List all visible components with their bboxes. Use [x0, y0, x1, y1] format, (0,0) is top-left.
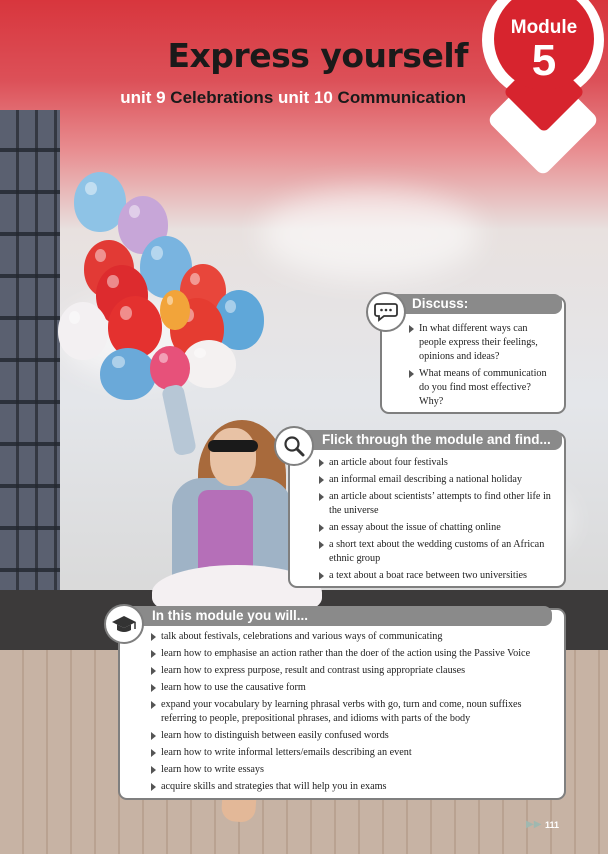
magnifier-icon — [274, 426, 314, 466]
girl-arm — [161, 383, 197, 456]
module-number: 5 — [531, 36, 557, 85]
module-heading: In this module you will... — [126, 606, 552, 626]
list-item: an essay about the issue of chatting online — [318, 521, 556, 535]
list-item: In what different ways can people express their feelings, opinions and ideas? — [408, 322, 556, 364]
page-title: Express yourself — [167, 36, 468, 75]
flick-heading: Flick through the module and find... — [296, 430, 562, 450]
list-item: learn how to distinguish between easily confused words — [150, 729, 554, 743]
list-item: learn how to write essays — [150, 763, 554, 777]
balloon — [58, 302, 108, 360]
list-item: acquire skills and strategies that will help you in exams — [150, 780, 554, 794]
unit-9-label: unit 9 — [120, 88, 166, 107]
list-item: learn how to express purpose, result and contrast using appropriate clauses — [150, 664, 554, 678]
list-item: What means of communication do you find most effective? Why? — [408, 367, 556, 409]
balloon — [100, 348, 156, 400]
list-item: a text about a boat race between two universities — [318, 569, 556, 583]
unit-10-label: unit 10 — [278, 88, 333, 107]
list-item: an article about scientists’ attempts to find other life in the universe — [318, 490, 556, 518]
list-item: an article about four festivals — [318, 456, 556, 470]
list-item: learn how to write informal letters/emails describing an event — [150, 746, 554, 760]
page-arrow-icon: ▶▶ — [526, 819, 542, 830]
girl-face — [210, 428, 256, 486]
sunglasses — [208, 440, 258, 452]
page-number: 111 — [545, 820, 560, 830]
list-item: expand your vocabulary by learning phrasal verbs with go, turn and come, noun suffixes referring to people, prepositional phrases, and idioms with parts of the body — [150, 698, 554, 726]
speech-bubble-icon — [366, 292, 406, 332]
list-item: a short text about the wedding customs of an African ethnic group — [318, 538, 556, 566]
list-item: learn how to emphasise an action rather than the doer of the action using the Passive Voice — [150, 647, 554, 661]
list-item: an informal email describing a national holiday — [318, 473, 556, 487]
unit-subtitle — [80, 88, 466, 108]
unit-10-title: Communication — [337, 88, 466, 107]
balloon — [160, 290, 190, 330]
flick-list — [318, 456, 556, 586]
balloon — [150, 346, 190, 390]
discuss-heading: Discuss: — [386, 294, 562, 314]
list-item: talk about festivals, celebrations and various ways of communicating — [150, 630, 554, 644]
graduation-cap-icon — [104, 604, 144, 644]
cloud — [260, 190, 480, 280]
discuss-list — [408, 322, 556, 412]
unit-9-title: Celebrations — [170, 88, 274, 107]
list-item: learn how to use the causative form — [150, 681, 554, 695]
module-label: Module — [510, 17, 578, 38]
balloon — [182, 340, 236, 388]
module-list — [150, 630, 554, 797]
